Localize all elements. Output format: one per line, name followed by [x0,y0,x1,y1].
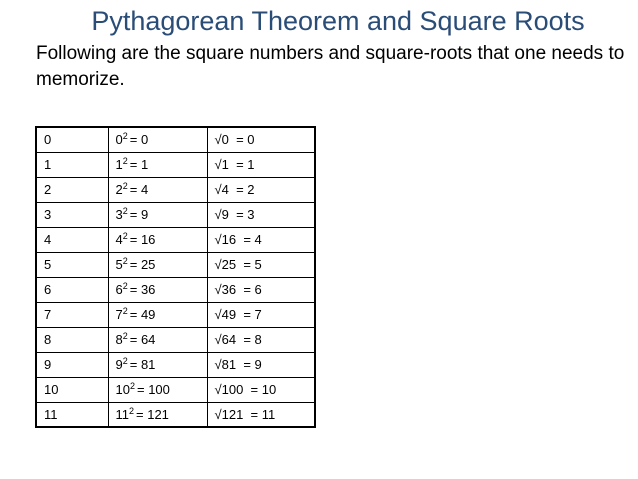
square-cell [108,377,207,402]
square-exponent: 2 [122,231,128,241]
root-cell: √81 = 9 [207,352,315,377]
square-cell [108,177,207,202]
square-base: 10 [115,382,130,397]
square-base: 8 [115,332,123,347]
number-cell: 5 [36,252,108,277]
intro-text: Following are the square numbers and square-roots that one needs to memorize. [36,43,625,90]
square-value: = 64 [129,332,156,347]
square-exponent: 2 [122,306,128,316]
square-value: = 1 [129,157,149,172]
square-exponent: 2 [129,405,135,416]
number-cell: 0 [36,127,108,152]
square-exponent: 2 [122,281,128,291]
square-base: 0 [115,132,123,148]
number-cell: 3 [36,202,108,227]
root-cell: √1 = 1 [207,152,315,177]
root-cell: √25 = 5 [207,252,315,277]
root-cell: √64 = 8 [207,327,315,352]
table-row [36,177,315,202]
square-value: = 16 [129,232,156,247]
root-cell: √49 = 7 [207,302,315,327]
table-row [36,127,315,152]
square-value: = 0 [129,132,149,148]
table-row [36,402,315,427]
square-exponent: 2 [122,156,128,166]
square-exponent: 2 [122,131,128,142]
square-base: 9 [115,357,123,372]
square-cell [108,402,207,427]
root-cell: √121 = 11 [207,402,315,427]
square-cell [108,302,207,327]
squares-table [35,126,316,428]
square-cell [108,227,207,252]
table-row [36,277,315,302]
root-cell: √16 = 4 [207,227,315,252]
square-exponent: 2 [122,206,128,216]
square-base: 7 [115,307,123,322]
table-row [36,202,315,227]
square-cell [108,127,207,152]
square-base: 11 [115,406,129,422]
square-base: 6 [115,282,123,297]
number-cell: 8 [36,327,108,352]
table-row [36,352,315,377]
square-exponent: 2 [122,331,128,341]
table-row [36,252,315,277]
square-exponent: 2 [122,181,128,191]
table-row [36,227,315,252]
number-cell: 1 [36,152,108,177]
square-value: = 49 [129,307,156,322]
square-exponent: 2 [122,356,128,366]
table-row [36,377,315,402]
square-value: = 9 [129,207,149,222]
square-value: = 100 [136,382,170,397]
number-cell: 4 [36,227,108,252]
root-cell: √100 = 10 [207,377,315,402]
square-cell [108,277,207,302]
square-cell [108,327,207,352]
square-base: 3 [115,207,123,222]
square-value: = 81 [129,357,156,372]
number-cell: 7 [36,302,108,327]
number-cell: 9 [36,352,108,377]
square-base: 4 [115,232,123,247]
square-value: = 25 [129,257,156,272]
square-value: = 121 [136,406,169,422]
number-cell: 6 [36,277,108,302]
number-cell: 10 [36,377,108,402]
square-value: = 4 [129,182,149,197]
square-exponent: 2 [122,256,128,266]
square-cell [108,352,207,377]
number-cell: 2 [36,177,108,202]
square-cell [108,202,207,227]
square-value: = 36 [129,282,156,297]
square-cell [108,252,207,277]
squares-table-body [36,127,315,427]
slide-title: Pythagorean Theorem and Square Roots [91,6,585,36]
square-base: 1 [115,157,123,172]
table-row [36,327,315,352]
number-cell: 11 [36,402,108,427]
square-cell [108,152,207,177]
root-cell: √9 = 3 [207,202,315,227]
root-cell: √0 = 0 [207,127,315,152]
root-cell: √36 = 6 [207,277,315,302]
square-exponent: 2 [129,381,135,391]
root-cell: √4 = 2 [207,177,315,202]
table-row [36,152,315,177]
square-base: 2 [115,182,123,197]
table-row [36,302,315,327]
square-base: 5 [115,257,123,272]
